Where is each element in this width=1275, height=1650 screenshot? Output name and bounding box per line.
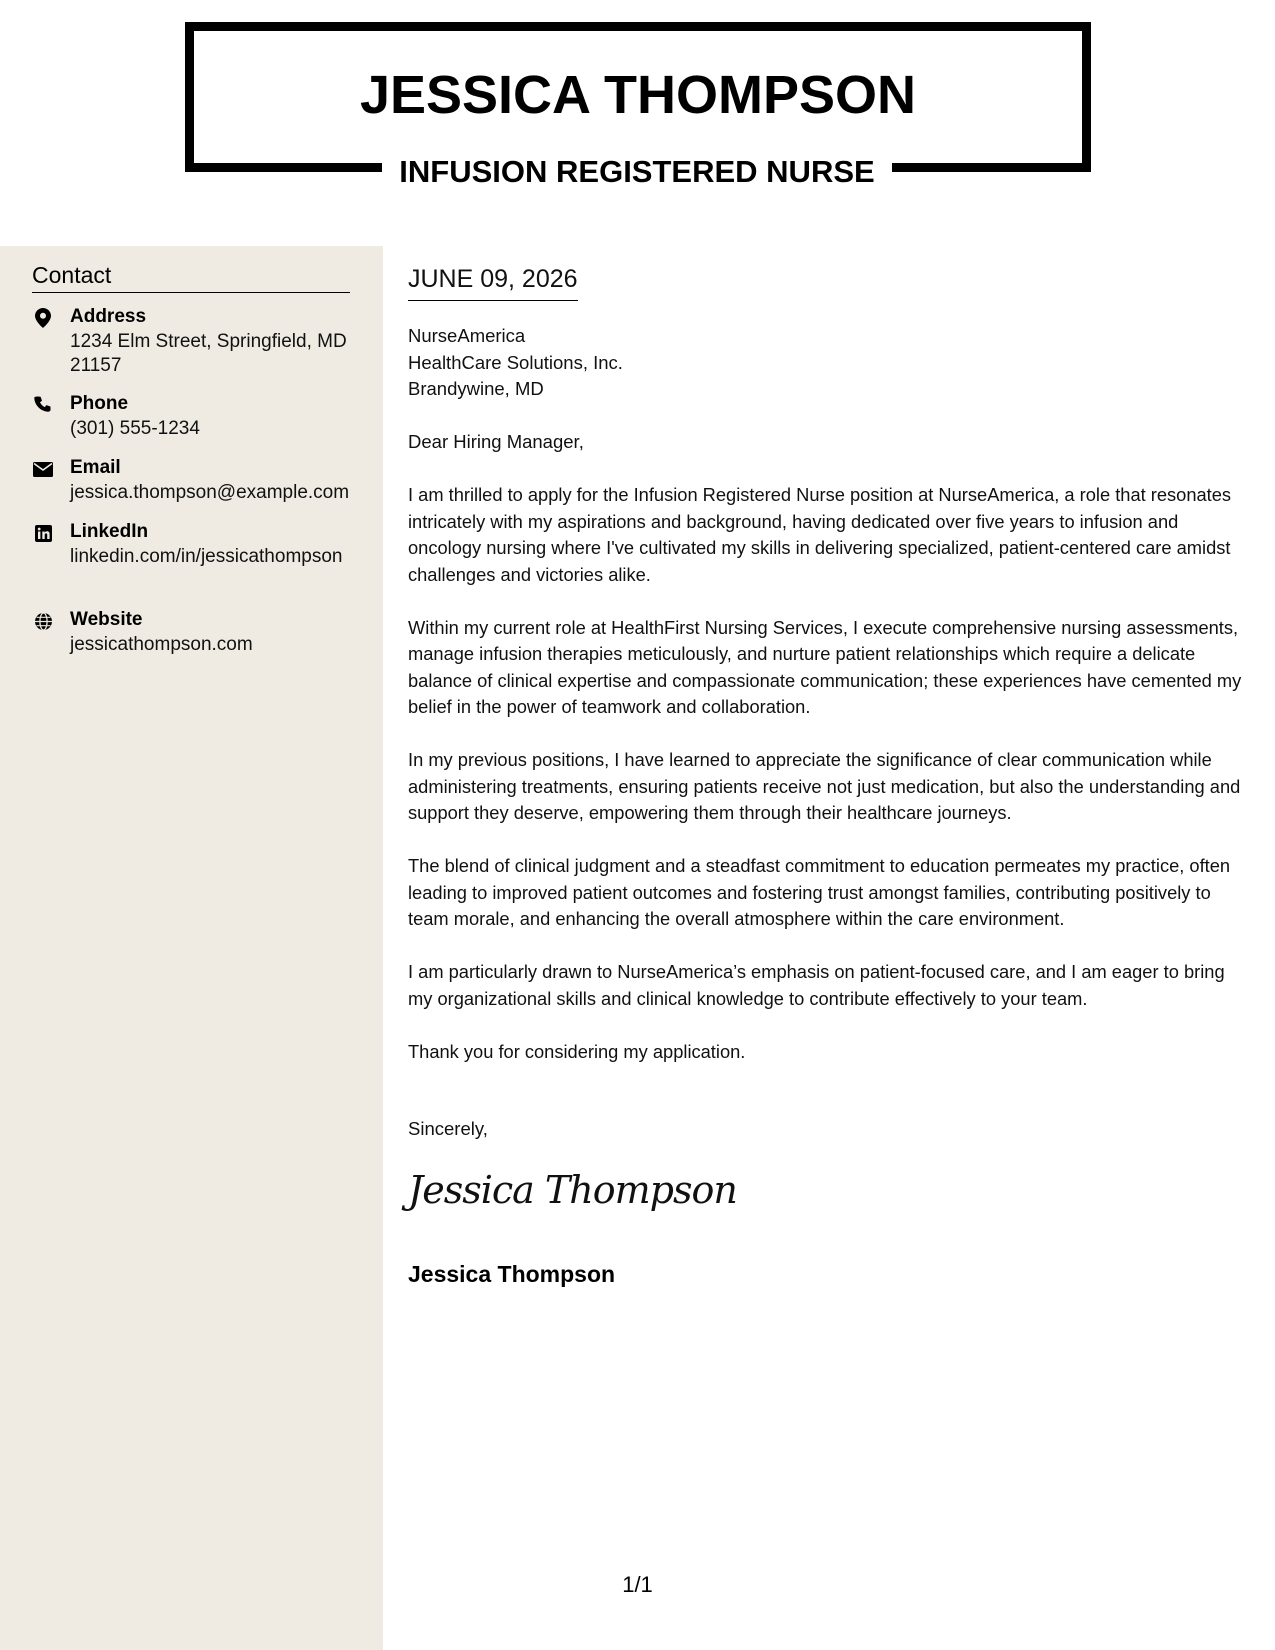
linkedin-label: LinkedIn [70,521,149,542]
letter-date: JUNE 09, 2026 [408,264,578,301]
salutation: Dear Hiring Manager, [408,431,584,452]
email-value: jessica.thompson@example.com [70,482,350,503]
email-label: Email [70,457,121,478]
applicant-name: JESSICA THOMPSON [359,65,917,125]
address-value: 1234 Elm Street, Springfield, MD 21157 [70,331,347,376]
website-label: Website [70,609,143,630]
linkedin-icon [32,522,54,544]
body-paragraph: I am thrilled to apply for the Infusion Registered Nurse position at NurseAmerica, a role that resonates intricately with my aspirations and background, having dedicated over five years to infusion and oncology nursing where I've cultivated my skills in delivering specialized, patient-centered care amidst challenges and victories alike. [408,484,1232,585]
address-label: Address [70,306,147,327]
phone-icon [32,394,54,416]
body-paragraph: In my previous positions, I have learned to appreciate the significance of clear communication while administering treatments, ensuring patients receive not just medication, but also the understanding and support they deserve, empowering them through their healthcare journeys. [408,749,1241,823]
recipient-block [408,323,623,403]
job-title: INFUSION REGISTERED NURSE [382,152,892,192]
signed-name: Jessica Thompson [408,1261,616,1287]
letter-body [408,482,1253,1092]
envelope-icon [32,458,54,480]
handwritten-signature: Jessica Thompson [408,1168,737,1212]
contact-sidebar [0,246,383,1650]
website-value: jessicathompson.com [70,634,253,655]
linkedin-value: linkedin.com/in/jessicathompson [70,546,343,567]
body-paragraph: Thank you for considering my application. [408,1040,746,1062]
map-pin-icon [32,307,54,329]
body-paragraph: Within my current role at HealthFirst Nursing Services, I execute comprehensive nursing assessments, manage infusion therapies meticulously, and nurture patient relationships which require a delicate balance of clinical expertise and compassionate communication; these experiences have cemented my belief in the power of teamwork and collaboration. [408,616,1242,717]
body-paragraph: I am particularly drawn to NurseAmerica’s emphasis on patient-focused care, and I am eager to bring my organizational skills and clinical knowledge to contribute effectively to your team. [408,961,1225,1009]
recipient-line: HealthCare Solutions, Inc. [408,351,623,373]
phone-value: (301) 555-1234 [70,418,200,439]
recipient-line: Brandywine, MD [408,378,544,399]
name-frame [185,22,1091,172]
body-paragraph: The blend of clinical judgment and a steadfast commitment to education permeates my practice, often leading to improved patient outcomes and fostering trust amongst families, contributing positively to team morale, and enhancing the overall atmosphere within the care environment. [408,855,1231,929]
phone-label: Phone [70,393,129,414]
closing: Sincerely, [408,1118,488,1139]
contact-heading: Contact [32,262,350,293]
globe-icon [32,610,54,632]
recipient-line: NurseAmerica [408,325,526,346]
page-number: 1/1 [622,1572,653,1597]
